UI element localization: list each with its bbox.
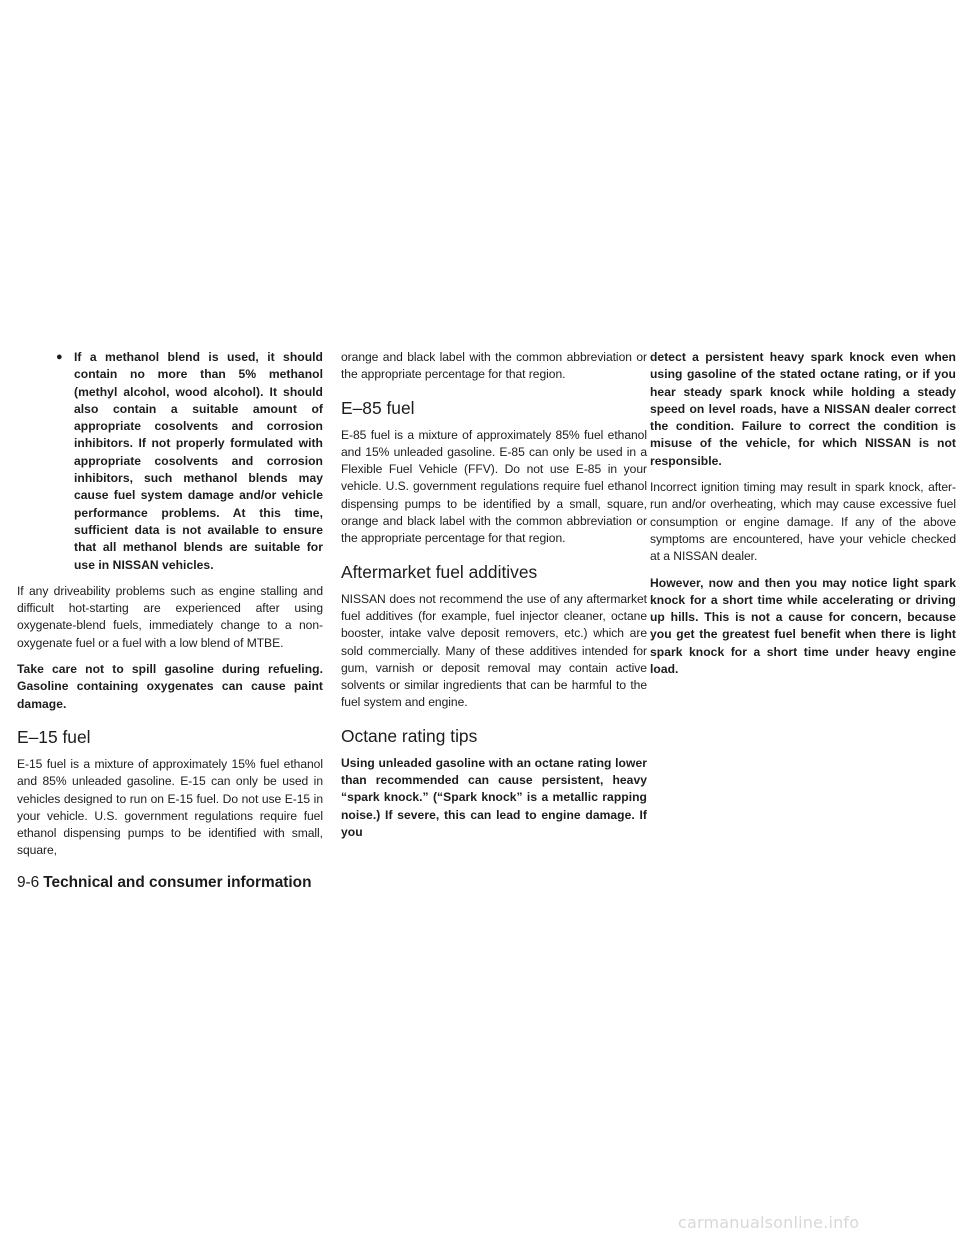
heading-octane-tips: Octane rating tips (341, 725, 478, 746)
ignition-timing-paragraph: Incorrect ignition timing may result in spark knock, after-run and/or overheating, which may cause excessive fuel consumption or engine damage. If any of the above symptoms are encountered, have your vehicle checked at a NISSAN dealer. (650, 480, 956, 564)
text-column-2 (341, 349, 647, 850)
watermark-text: carmanualsonline.info (678, 1213, 860, 1232)
page-number: 9-6 (17, 874, 40, 891)
octane-warning: Using unleaded gasoline with an octane rating lower than recommended can cause persistent, heavy “spark knock.” (“Spark knock” is a metallic rapping noise.) If severe, this can lead to engine damage. If you (341, 755, 647, 839)
e15-paragraph: E-15 fuel is a mixture of approximately 15% fuel ethanol and 85% unleaded gasoline. E-15 can only be used in vehicles designed to run on E-15 fuel. Do not use E-15 in your vehicle. U.S. government regulations require fuel ethanol dispensing pumps to be identified with small, square, (17, 756, 323, 858)
heading-e15-fuel: E–15 fuel (17, 726, 91, 747)
text-column-1 (17, 349, 323, 869)
driveability-paragraph: If any driveability problems such as engine stalling and difficult hot-starting are experienced after using oxygenate-blend fuels, immediately change to a non-oxygenate fuel or a fuel with a low blend of MTBE. (17, 583, 323, 650)
e15-paragraph-continued: orange and black label with the common abbreviation or the appropriate percentage for that region. (341, 350, 647, 382)
section-title: Technical and consumer information (43, 874, 312, 891)
heading-aftermarket-additives: Aftermarket fuel additives (341, 561, 538, 582)
additives-paragraph: NISSAN does not recommend the use of any aftermarket fuel additives (for example, fuel injector cleaner, octane booster, intake valve deposit removers, etc.) which are sold commercially. Many of these additives intended for gum, varnish or deposit removal may contain active solvents or similar ingredients that can be harmful to the fuel system and engine. (341, 591, 647, 710)
methanol-bullet-text: If a methanol blend is used, it should contain no more than 5% methanol (methyl alcohol, wood alcohol). It should also contain a suitable amount of appropriate cosolvents and corrosion inhibitors. If not properly formulated with appropriate cosolvents and corrosion inhibitors, such methanol blends may cause fuel system damage and/or vehicle performance problems. At this time, sufficient data is not available to ensure that all methanol blends are suitable for use in NISSAN vehicles. (74, 350, 323, 572)
e85-paragraph: E-85 fuel is a mixture of approximately 85% fuel ethanol and 15% unleaded gasoline. E-85 can only be used in a Flexible Fuel Vehicle (FFV). Do not use E-85 in your vehicle. U.S. government regulations require fuel ethanol dispensing pumps to be identified by a small, square, orange and black label with the common abbreviation or the appropriate percentage for that region. (341, 427, 647, 546)
spill-warning: Take care not to spill gasoline during refueling. Gasoline containing oxygenates can cause paint damage. (17, 662, 323, 711)
octane-warning-continued: detect a persistent heavy spark knock even when using gasoline of the stated octane rating, or if you hear steady spark knock while holding a steady speed on level roads, have a NISSAN dealer correct the condition. Failure to correct the condition is misuse of the vehicle, for which NISSAN is not responsible. (650, 350, 956, 468)
methanol-bullet (17, 349, 323, 574)
text-column-3 (650, 349, 956, 687)
light-knock-note: However, now and then you may notice light spark knock for a short time while accelerating or driving up hills. This is not a cause for concern, because you get the greatest fuel benefit when there is light spark knock for a short time under heavy engine load. (650, 575, 956, 677)
page-footer (17, 873, 312, 893)
bullet-dot-icon: ● (56, 351, 63, 363)
heading-e85-fuel: E–85 fuel (341, 397, 415, 418)
